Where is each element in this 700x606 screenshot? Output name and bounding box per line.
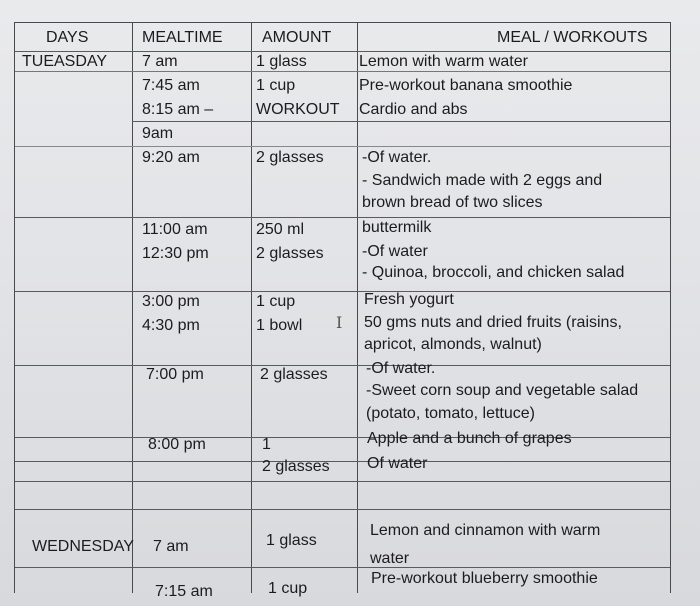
row-divider <box>15 51 670 52</box>
meal-plan-table <box>14 22 671 593</box>
amount-cell: 2 glasses <box>262 458 330 475</box>
amount-cell: 1 cup <box>256 293 296 310</box>
column-divider <box>132 23 133 593</box>
mealtime-cell: 8:15 am – <box>142 101 214 118</box>
mealtime-cell: 7 am <box>142 53 178 70</box>
meal-cell: Pre-workout banana smoothie <box>359 77 573 94</box>
amount-cell: 1 bowl <box>256 317 303 334</box>
row-divider <box>15 481 670 482</box>
meal-cell: -Of water <box>362 243 428 260</box>
header-amount: AMOUNT <box>262 29 332 46</box>
meal-cell: - Quinoa, broccoli, and chicken salad <box>362 264 625 281</box>
row-divider <box>15 461 670 462</box>
amount-cell: 1 cup <box>268 580 308 597</box>
amount-cell: 1 glass <box>256 53 307 70</box>
amount-cell: 2 glasses <box>260 366 328 383</box>
mealtime-cell: 7:15 am <box>155 583 213 600</box>
meal-cell: Lemon with warm water <box>359 53 528 70</box>
amount-cell: 2 glasses <box>256 245 324 262</box>
meal-cell: Fresh yogurt <box>364 291 454 308</box>
row-divider <box>15 437 670 438</box>
mealtime-cell: 7:00 pm <box>146 366 204 383</box>
day-label-tuesday: TUEASDAY <box>22 53 108 70</box>
row-divider <box>15 71 670 72</box>
meal-cell: - Sandwich made with 2 eggs and <box>362 172 603 189</box>
amount-cell: 2 glasses <box>256 149 324 166</box>
meal-cell: -Of water. <box>362 149 432 166</box>
row-divider <box>15 509 670 510</box>
day-label-wednesday: WEDNESDAY <box>32 538 134 555</box>
row-divider <box>15 291 670 292</box>
mealtime-cell: 7 am <box>153 538 189 555</box>
header-meal-workouts: MEAL / WORKOUTS <box>497 29 648 46</box>
mealtime-cell: 3:00 pm <box>142 293 200 310</box>
meal-cell: buttermilk <box>362 219 432 236</box>
mealtime-cell: 4:30 pm <box>142 317 200 334</box>
amount-cell: 1 cup <box>256 77 296 94</box>
column-divider <box>251 23 252 593</box>
amount-cell: 1 glass <box>266 532 317 549</box>
mealtime-cell: 12:30 pm <box>142 245 209 262</box>
row-divider <box>15 146 670 147</box>
mealtime-cell: 9:20 am <box>142 149 200 166</box>
header-mealtime: MEALTIME <box>142 29 223 46</box>
meal-cell: Cardio and abs <box>359 101 468 118</box>
amount-cell: WORKOUT <box>256 101 340 118</box>
amount-cell: 1 <box>262 436 271 453</box>
amount-cell: 250 ml <box>256 221 305 238</box>
meal-cell: brown bread of two slices <box>362 194 543 211</box>
meal-cell: -Sweet corn soup and vegetable salad <box>366 382 639 399</box>
meal-cell: 50 gms nuts and dried fruits (raisins, <box>364 314 622 331</box>
mealtime-cell: 11:00 am <box>142 221 208 238</box>
meal-cell: -Of water. <box>366 360 436 377</box>
meal-cell: Lemon and cinnamon with warm <box>370 522 601 539</box>
mealtime-cell: 9am <box>142 125 174 142</box>
mealtime-cell: 8:00 pm <box>148 436 206 453</box>
meal-cell: apricot, almonds, walnut) <box>364 336 542 353</box>
meal-cell: water <box>370 550 410 567</box>
row-divider <box>132 121 670 122</box>
header-days: DAYS <box>46 29 89 46</box>
row-divider <box>15 217 670 218</box>
meal-cell: Apple and a bunch of grapes <box>367 430 572 447</box>
row-divider <box>15 365 670 366</box>
text-cursor-icon: I <box>336 313 343 332</box>
column-divider <box>357 23 358 593</box>
meal-cell: Of water <box>367 455 428 472</box>
mealtime-cell: 7:45 am <box>142 77 200 94</box>
meal-cell: (potato, tomato, lettuce) <box>366 405 535 422</box>
meal-cell: Pre-workout blueberry smoothie <box>371 570 598 587</box>
